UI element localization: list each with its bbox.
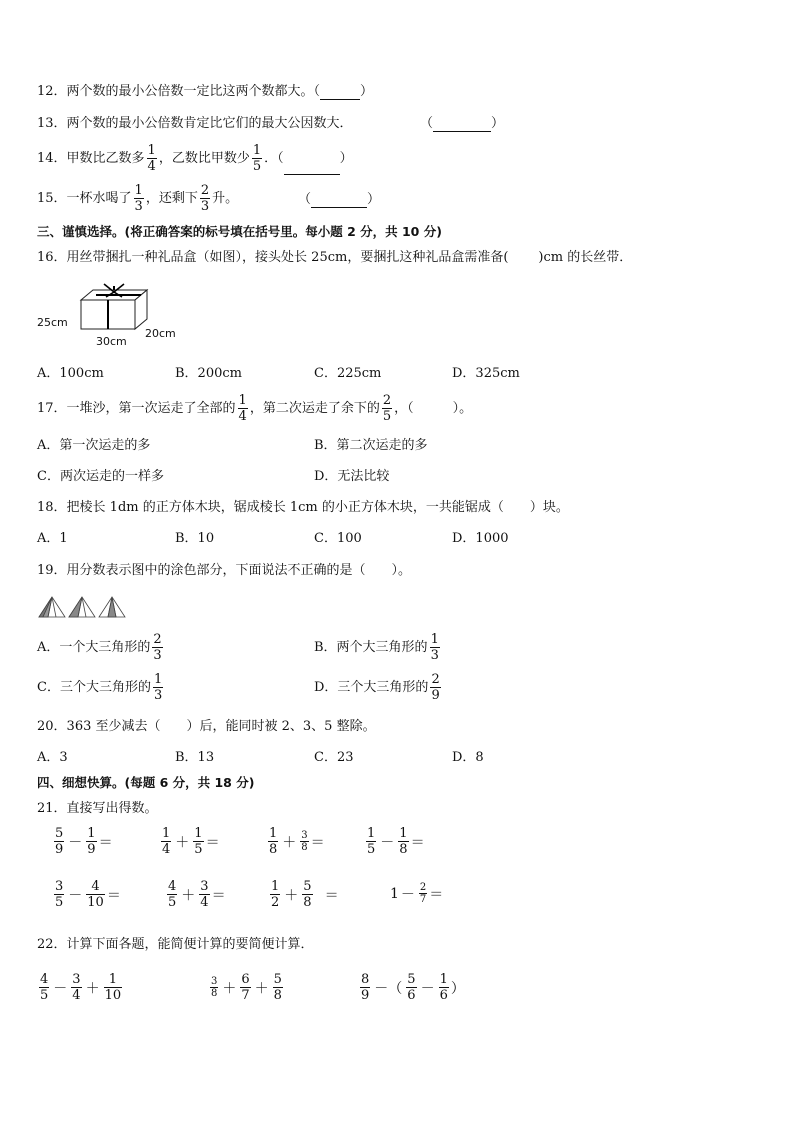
q15-answer: （ ） (298, 192, 381, 207)
question-22: 22．计算下面各题，能简便计算的要简便计算． (37, 937, 314, 952)
expr-21-2: $\frac{1}{4}$ ＋ $\frac{1}{5}$ ＝ (162, 826, 220, 857)
fraction: $\frac{2}{5}$ (382, 393, 392, 424)
dim-length: 30cm (96, 335, 127, 348)
section-heading-3: 三、谨慎选择。(将正确答案的标号填在括号里。每小题 2 分，共 10 分) (37, 224, 442, 239)
q20-option-c[interactable]: C．23 (314, 750, 354, 765)
q17-option-a[interactable]: A．第一次运走的多 (37, 438, 151, 453)
answer-blank[interactable] (320, 99, 360, 100)
expr-21-3: $\frac{1}{8}$ ＋ $\frac{3}{8}$ ＝ (269, 826, 325, 857)
question-15: 15．一杯水喝了 $\frac{1}{3}$ ，还剩下 $\frac{2}{3}$ 升。 (37, 183, 239, 214)
q17-option-c[interactable]: C．两次运走的一样多 (37, 469, 164, 484)
expr-21-5: $\frac{3}{5}$ － $\frac{4}{10}$ ＝ (55, 879, 121, 910)
question-14: 14．甲数比乙数多 $\frac{1}{4}$ ，乙数比甲数少 $\frac{1}{5}$ ．（ ） (37, 143, 353, 174)
q16-option-c[interactable]: C．225cm (314, 366, 382, 381)
answer-blank[interactable] (433, 131, 491, 132)
q16-option-a[interactable]: A．100cm (37, 366, 104, 381)
fraction: $\frac{1}{3}$ (134, 183, 143, 214)
q20-option-b[interactable]: B．13 (175, 750, 215, 765)
question-16: 16．用丝带捆扎一种礼品盒（如图），接头处长 25cm，要捆扎这种礼品盒需准备( )cm 的长丝带． (37, 250, 633, 265)
expr-21-8: 1 － $\frac{2}{7}$ ＝ (390, 882, 444, 905)
q18-option-b[interactable]: B．10 (175, 531, 215, 546)
question-18: 18．把棱长 1dm 的正方体木块，锯成棱长 1cm 的小正方体木块，一共能锯成（ ）块。 (37, 500, 569, 515)
answer-blank[interactable] (284, 174, 340, 175)
q20-option-d[interactable]: D．8 (452, 750, 484, 765)
q20-option-a[interactable]: A．3 (37, 750, 68, 765)
triangles-figure (38, 595, 128, 619)
fraction: $\frac{1}{5}$ (252, 143, 262, 174)
answer-blank[interactable] (311, 207, 367, 208)
q18-option-a[interactable]: A．1 (37, 531, 68, 546)
question-20: 20．363 至少减去（ ）后，能同时被 2、3、5 整除。 (37, 719, 376, 734)
question-13 (37, 116, 353, 132)
dim-width: 20cm (145, 327, 176, 340)
q13-text: 13．两个数的最小公倍数肯定比它们的最大公因数大． (37, 116, 353, 131)
q17-option-d[interactable]: D．无法比较 (314, 469, 390, 484)
q16-option-d[interactable]: D．325cm (452, 366, 520, 381)
q18-option-c[interactable]: C．100 (314, 531, 362, 546)
q13-answer: （ ） (420, 116, 505, 131)
q17-option-b[interactable]: B．第二次运走的多 (314, 438, 428, 453)
gift-box-figure (78, 283, 150, 333)
q19-option-d[interactable]: D．三个大三角形的 $\frac{2}{9}$ (314, 672, 440, 703)
fraction: $\frac{1}{4}$ (238, 393, 247, 424)
expr-22-1: $\frac{4}{5}$ － $\frac{3}{4}$ ＋ $\frac{1}{10}$ (40, 972, 122, 1003)
expr-22-3: $\frac{8}{9}$ －（ $\frac{5}{6}$ － $\frac{1}{6}$ ） (361, 972, 465, 1003)
question-21: 21．直接写出得数。 (37, 801, 158, 816)
question-12: 12．两个数的最小公倍数一定比这两个数都大。（ ） (37, 84, 374, 99)
dim-height: 25cm (37, 316, 68, 329)
expr-21-6: $\frac{4}{5}$ ＋ $\frac{3}{4}$ ＝ (168, 879, 226, 910)
q19-option-c[interactable]: C．三个大三角形的 $\frac{1}{3}$ (37, 672, 163, 703)
question-19: 19．用分数表示图中的涂色部分，下面说法不正确的是（ ）。 (37, 563, 412, 578)
expr-21-1: $\frac{5}{9}$ － $\frac{1}{9}$ ＝ (55, 826, 113, 857)
fraction: $\frac{1}{4}$ (147, 143, 156, 174)
q18-option-d[interactable]: D．1000 (452, 531, 509, 546)
expr-21-7: $\frac{1}{2}$ ＋ $\frac{5}{8}$ ＝ (271, 879, 339, 910)
q19-option-a[interactable]: A．一个大三角形的 $\frac{2}{3}$ (37, 632, 162, 663)
q19-option-b[interactable]: B．两个大三角形的 $\frac{1}{3}$ (314, 632, 439, 663)
expr-22-2: $\frac{3}{8}$ ＋ $\frac{6}{7}$ ＋ $\frac{5}{8}$ (211, 972, 282, 1003)
expr-21-4: $\frac{1}{5}$ － $\frac{1}{8}$ ＝ (367, 826, 425, 857)
section-heading-4: 四、细想快算。(每题 6 分，共 18 分) (37, 775, 255, 790)
question-17: 17．一堆沙，第一次运走了全部的 $\frac{1}{4}$ ，第二次运走了余下的 $\frac{2}{5}$ ，（ ）。 (37, 393, 473, 424)
fraction: $\frac{2}{3}$ (200, 183, 210, 214)
q16-option-b[interactable]: B．200cm (175, 366, 242, 381)
q12-text: 12．两个数的最小公倍数一定比这两个数都大。（ (37, 84, 321, 99)
